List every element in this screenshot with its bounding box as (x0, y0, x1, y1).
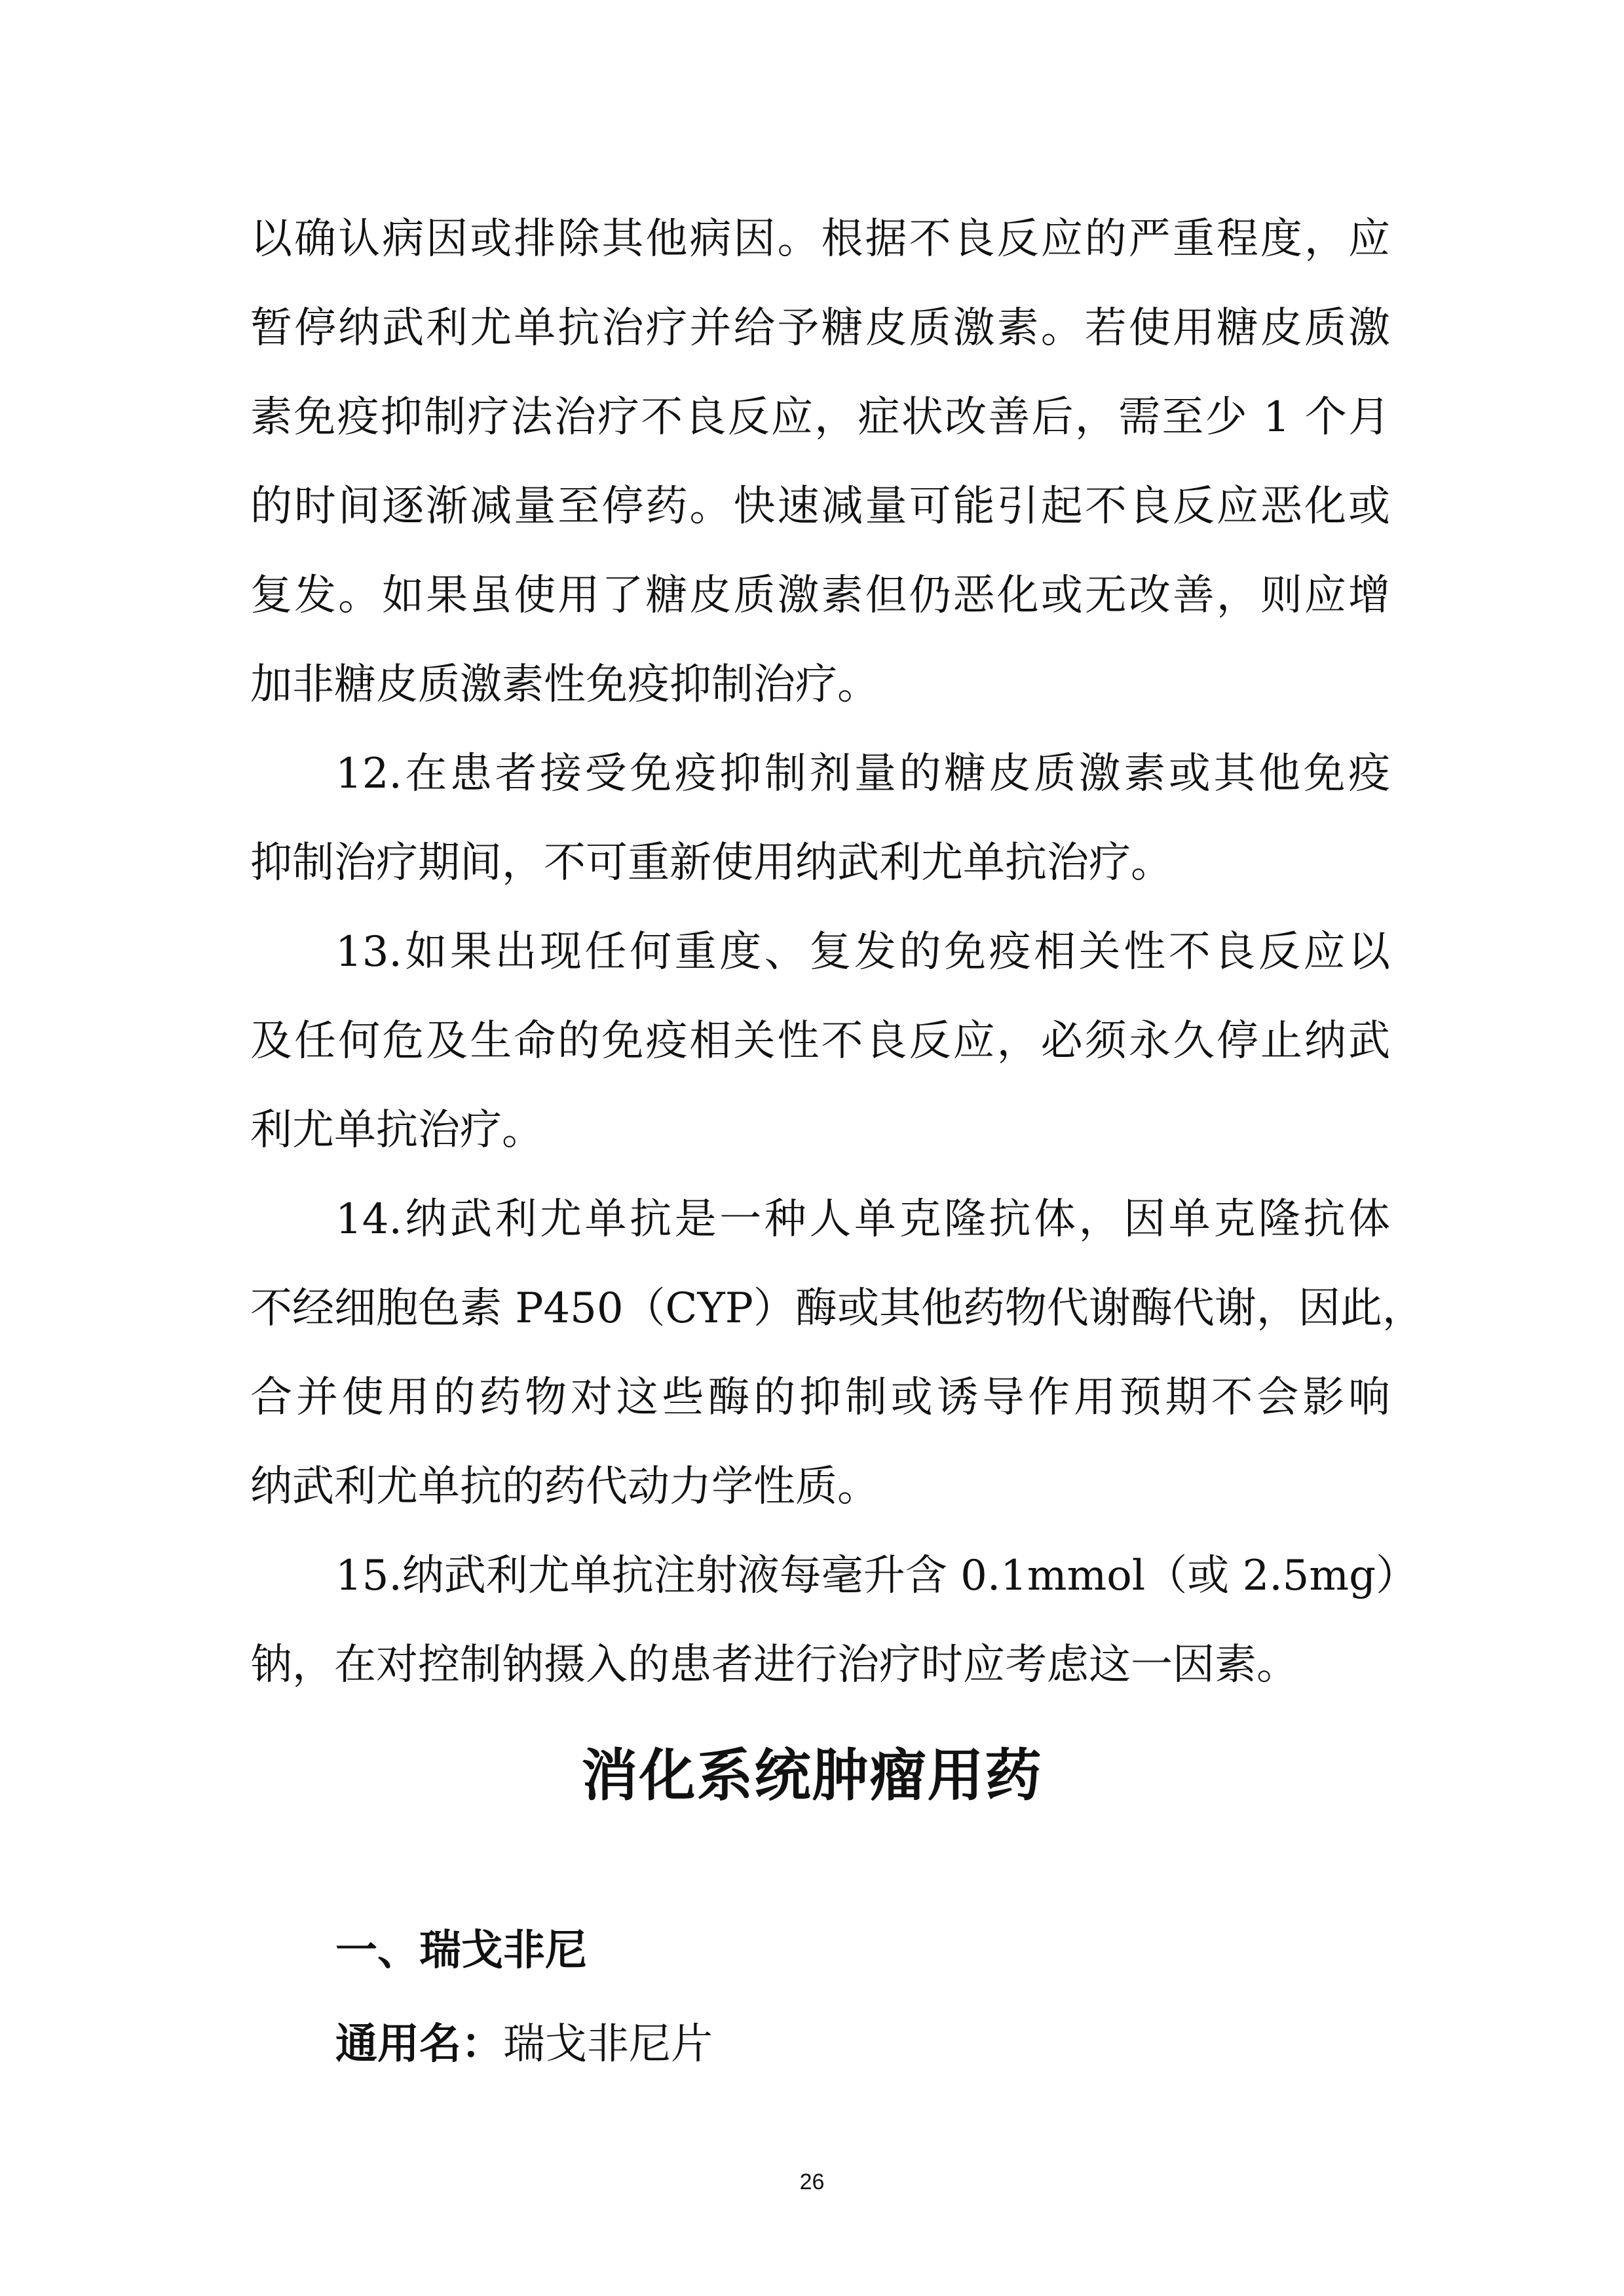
body-line: 及任何危及生命的免疫相关性不良反应，必须永久停止纳武 (250, 1017, 1390, 1065)
body-line: 加非糖皮质激素性免疫抑制治疗。 (250, 660, 879, 709)
body-line: 13.如果出现任何重度、复发的免疫相关性不良反应以 (335, 928, 1390, 976)
section-title: 消化系统肿瘤用药 (581, 1743, 1043, 1808)
body-line: 钠，在对控制钠摄入的患者进行治疗时应考虑这一因素。 (250, 1641, 1298, 1689)
body-line: 的时间逐渐减量至停药。快速减量可能引起不良反应恶化或 (250, 482, 1390, 531)
body-line: 不经细胞色素 P450（CYP）酶或其他药物代谢酶代谢，因此， (250, 1284, 1424, 1333)
body-line: 15.纳武利尤单抗注射液每毫升含 0.1mmol（或 2.5mg） (335, 1552, 1418, 1600)
generic-name-label: 通用名： (335, 2020, 503, 2069)
body-line: 纳武利尤单抗的药代动力学性质。 (250, 1463, 879, 1511)
body-line: 12.在患者接受免疫抑制剂量的糖皮质激素或其他免疫 (335, 750, 1390, 798)
drug-subheading: 一、瑞戈非尼 (335, 1926, 587, 1975)
body-line: 暂停纳武利尤单抗治疗并给予糖皮质激素。若使用糖皮质激 (250, 304, 1390, 353)
body-line: 14.纳武利尤单抗是一种人单克隆抗体，因单克隆抗体 (335, 1195, 1390, 1244)
generic-name-line (335, 2018, 713, 2071)
body-line: 素免疫抑制疗法治疗不良反应，症状改善后，需至少 1 个月 (250, 393, 1390, 442)
body-line: 以确认病因或排除其他病因。根据不良反应的严重程度，应 (250, 215, 1390, 263)
body-line: 抑制治疗期间，不可重新使用纳武利尤单抗治疗。 (250, 839, 1173, 887)
body-line: 合并使用的药物对这些酶的抑制或诱导作用预期不会影响 (250, 1373, 1390, 1422)
page-number: 26 (799, 2170, 825, 2194)
body-line: 复发。如果虽使用了糖皮质激素但仍恶化或无改善，则应增 (250, 571, 1390, 620)
generic-name-value: 瑞戈非尼片 (503, 2020, 713, 2069)
body-line: 利尤单抗治疗。 (250, 1106, 544, 1155)
